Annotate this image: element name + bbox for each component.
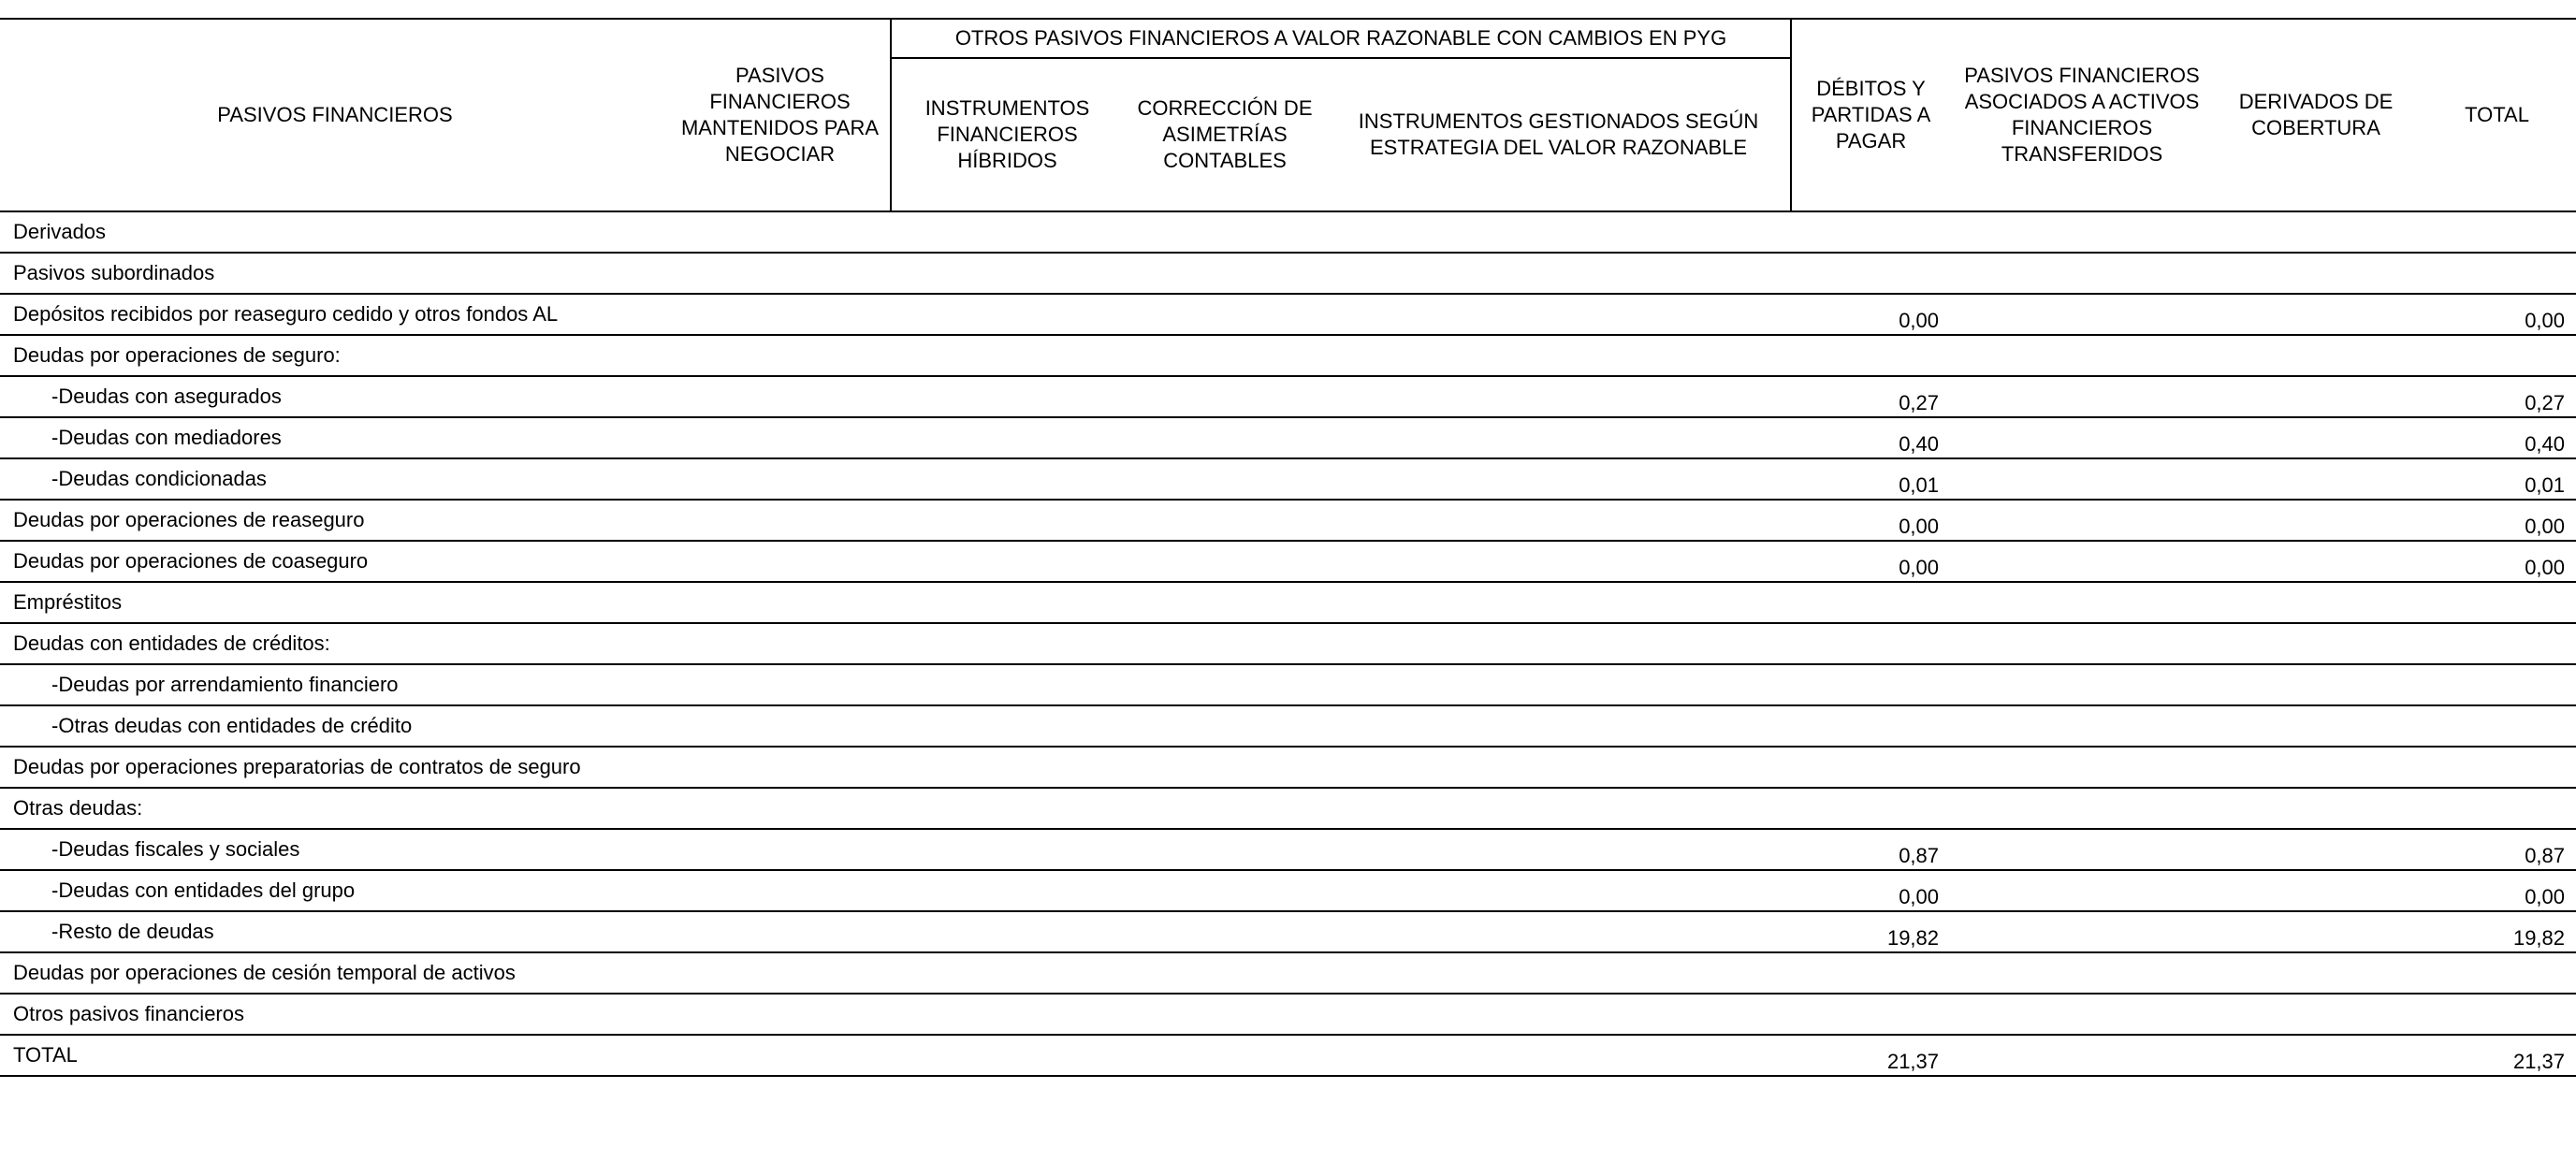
empty-cell [670,500,891,541]
empty-cell [2214,952,2418,994]
empty-cell [670,911,891,952]
table-body [0,211,2576,1076]
empty-cell [670,829,891,870]
empty-cell [1327,952,1791,994]
debitos-value [1791,788,1950,829]
empty-cell [1950,747,2214,788]
total-value: 0,00 [2418,541,2576,582]
empty-cell [670,335,891,376]
empty-cell [891,458,1123,500]
table-row [0,417,2576,458]
empty-cell [891,253,1123,294]
empty-cell [2214,458,2418,500]
table-row [0,253,2576,294]
row-label: Otros pasivos financieros [0,994,670,1035]
empty-cell [1327,994,1791,1035]
empty-cell [2214,747,2418,788]
table-row [0,376,2576,417]
debitos-value: 0,40 [1791,417,1950,458]
empty-cell [1123,1035,1327,1076]
empty-cell [891,952,1123,994]
total-value: 0,27 [2418,376,2576,417]
total-value [2418,705,2576,747]
empty-cell [1327,294,1791,335]
row-label: Deudas por operaciones de cesión temporal de activos [0,952,670,994]
empty-cell [1123,788,1327,829]
debitos-value: 0,00 [1791,870,1950,911]
table-row [0,211,2576,253]
empty-cell [1123,211,1327,253]
empty-cell [1123,911,1327,952]
debitos-value: 0,01 [1791,458,1950,500]
empty-cell [1950,458,2214,500]
empty-cell [1950,911,2214,952]
empty-cell [1327,829,1791,870]
empty-cell [891,582,1123,623]
empty-cell [1327,253,1791,294]
row-label: Deudas con entidades de créditos: [0,623,670,664]
debitos-value: 0,00 [1791,500,1950,541]
total-value [2418,211,2576,253]
empty-cell [1123,994,1327,1035]
row-label: -Deudas fiscales y sociales [0,829,670,870]
header-asociados-transferidos: PASIVOS FINANCIEROS ASOCIADOS A ACTIVOS FINANCIEROS TRANSFERIDOS [1950,19,2214,211]
empty-cell [2214,705,2418,747]
empty-cell [670,870,891,911]
empty-cell [2214,417,2418,458]
debitos-value [1791,335,1950,376]
empty-cell [1327,376,1791,417]
empty-cell [891,294,1123,335]
empty-cell [670,541,891,582]
empty-cell [1950,623,2214,664]
debitos-value [1791,211,1950,253]
empty-cell [2214,911,2418,952]
header-total: TOTAL [2418,19,2576,211]
total-value: 21,37 [2418,1035,2576,1076]
table-row [0,335,2576,376]
empty-cell [1950,294,2214,335]
table-row [0,664,2576,705]
empty-cell [1327,705,1791,747]
empty-cell [1327,582,1791,623]
row-label: Empréstitos [0,582,670,623]
empty-cell [2214,1035,2418,1076]
empty-cell [1327,788,1791,829]
empty-cell [1950,335,2214,376]
row-label: Deudas por operaciones de seguro: [0,335,670,376]
empty-cell [1123,747,1327,788]
empty-cell [670,582,891,623]
total-value [2418,582,2576,623]
empty-cell [2214,541,2418,582]
empty-cell [2214,294,2418,335]
empty-cell [1123,705,1327,747]
empty-cell [891,1035,1123,1076]
table-row [0,788,2576,829]
empty-cell [1327,335,1791,376]
empty-cell [1123,417,1327,458]
empty-cell [1123,829,1327,870]
empty-cell [891,994,1123,1035]
financial-liabilities-table [0,18,2576,1077]
header-mantenidos-negociar: PASIVOS FINANCIEROS MANTENIDOS PARA NEGOCIAR [670,19,891,211]
table-row [0,952,2576,994]
total-value [2418,253,2576,294]
empty-cell [1950,417,2214,458]
table-row [0,541,2576,582]
debitos-value: 0,00 [1791,294,1950,335]
debitos-value [1791,952,1950,994]
empty-cell [891,417,1123,458]
empty-cell [1950,994,2214,1035]
row-label: Pasivos subordinados [0,253,670,294]
debitos-value: 0,00 [1791,541,1950,582]
empty-cell [1950,870,2214,911]
debitos-value [1791,705,1950,747]
empty-cell [891,500,1123,541]
empty-cell [1123,623,1327,664]
row-label: Derivados [0,211,670,253]
header-debitos-partidas: DÉBITOS Y PARTIDAS A PAGAR [1791,19,1950,211]
empty-cell [670,747,891,788]
empty-cell [2214,994,2418,1035]
empty-cell [1123,541,1327,582]
row-label: -Deudas con mediadores [0,417,670,458]
empty-cell [670,417,891,458]
debitos-value: 21,37 [1791,1035,1950,1076]
empty-cell [1950,500,2214,541]
row-label: -Resto de deudas [0,911,670,952]
empty-cell [670,664,891,705]
total-value [2418,747,2576,788]
row-label: TOTAL [0,1035,670,1076]
row-label: Otras deudas: [0,788,670,829]
empty-cell [1123,335,1327,376]
row-label: -Deudas por arrendamiento financiero [0,664,670,705]
empty-cell [1950,664,2214,705]
debitos-value [1791,747,1950,788]
header-instrumentos-hibridos: INSTRUMENTOS FINANCIEROS HÍBRIDOS [891,58,1123,211]
empty-cell [1123,664,1327,705]
total-value [2418,335,2576,376]
empty-cell [891,788,1123,829]
header-derivados-cobertura: DERIVADOS DE COBERTURA [2214,19,2418,211]
empty-cell [1123,294,1327,335]
debitos-value [1791,623,1950,664]
empty-cell [670,705,891,747]
empty-cell [891,211,1123,253]
empty-cell [670,458,891,500]
row-label: Deudas por operaciones de reaseguro [0,500,670,541]
empty-cell [1123,500,1327,541]
empty-cell [670,376,891,417]
empty-cell [1327,458,1791,500]
empty-cell [2214,582,2418,623]
empty-cell [1950,1035,2214,1076]
empty-cell [2214,829,2418,870]
empty-cell [670,952,891,994]
total-value: 0,00 [2418,294,2576,335]
debitos-value: 0,87 [1791,829,1950,870]
total-value [2418,952,2576,994]
row-label: Depósitos recibidos por reaseguro cedido y otros fondos AL [0,294,670,335]
empty-cell [1327,911,1791,952]
total-value [2418,664,2576,705]
table-row [0,582,2576,623]
total-value: 0,40 [2418,417,2576,458]
empty-cell [1123,253,1327,294]
total-value: 0,00 [2418,870,2576,911]
header-pasivos-financieros: PASIVOS FINANCIEROS [0,19,670,211]
empty-cell [670,623,891,664]
row-label: Deudas por operaciones de coaseguro [0,541,670,582]
table-row [0,294,2576,335]
empty-cell [2214,335,2418,376]
empty-cell [891,623,1123,664]
empty-cell [670,994,891,1035]
total-value: 0,00 [2418,500,2576,541]
empty-cell [2214,623,2418,664]
empty-cell [891,705,1123,747]
empty-cell [2214,870,2418,911]
empty-cell [670,788,891,829]
total-value: 0,87 [2418,829,2576,870]
empty-cell [1327,541,1791,582]
empty-cell [1327,1035,1791,1076]
empty-cell [1327,870,1791,911]
empty-cell [891,870,1123,911]
empty-cell [891,829,1123,870]
empty-cell [2214,211,2418,253]
empty-cell [1123,582,1327,623]
empty-cell [891,664,1123,705]
empty-cell [2214,376,2418,417]
table-row [0,911,2576,952]
row-label: -Deudas con asegurados [0,376,670,417]
table-row [0,1035,2576,1076]
row-label: Deudas por operaciones preparatorias de contratos de seguro [0,747,670,788]
empty-cell [891,911,1123,952]
empty-cell [1950,788,2214,829]
empty-cell [891,747,1123,788]
total-value: 0,01 [2418,458,2576,500]
empty-cell [891,335,1123,376]
empty-cell [1123,376,1327,417]
empty-cell [891,541,1123,582]
empty-cell [1123,870,1327,911]
empty-cell [2214,500,2418,541]
table-row [0,458,2576,500]
table-row [0,829,2576,870]
empty-cell [1950,541,2214,582]
row-label: -Otras deudas con entidades de crédito [0,705,670,747]
empty-cell [670,1035,891,1076]
empty-cell [1327,664,1791,705]
table-row [0,500,2576,541]
empty-cell [670,294,891,335]
empty-cell [670,211,891,253]
table-row [0,705,2576,747]
header-gestionados-valor-razonable: INSTRUMENTOS GESTIONADOS SEGÚN ESTRATEGIA DEL VALOR RAZONABLE [1327,58,1791,211]
debitos-value: 19,82 [1791,911,1950,952]
debitos-value: 0,27 [1791,376,1950,417]
header-otros-pasivos-group: OTROS PASIVOS FINANCIEROS A VALOR RAZONABLE CON CAMBIOS EN PYG [891,19,1791,58]
row-label: -Deudas condicionadas [0,458,670,500]
total-value [2418,623,2576,664]
total-value: 19,82 [2418,911,2576,952]
empty-cell [670,253,891,294]
empty-cell [1950,952,2214,994]
empty-cell [1950,211,2214,253]
table-row [0,623,2576,664]
empty-cell [1327,623,1791,664]
empty-cell [2214,253,2418,294]
empty-cell [2214,788,2418,829]
total-value [2418,788,2576,829]
header-correccion-asimetrias: CORRECCIÓN DE ASIMETRÍAS CONTABLES [1123,58,1327,211]
empty-cell [891,376,1123,417]
debitos-value [1791,253,1950,294]
row-label: -Deudas con entidades del grupo [0,870,670,911]
empty-cell [1327,211,1791,253]
total-value [2418,994,2576,1035]
empty-cell [1123,458,1327,500]
empty-cell [1950,582,2214,623]
debitos-value [1791,994,1950,1035]
empty-cell [1327,417,1791,458]
empty-cell [1123,952,1327,994]
empty-cell [1327,500,1791,541]
table-row [0,870,2576,911]
empty-cell [1950,376,2214,417]
debitos-value [1791,582,1950,623]
empty-cell [1950,253,2214,294]
table-row [0,747,2576,788]
empty-cell [2214,664,2418,705]
empty-cell [1327,747,1791,788]
debitos-value [1791,664,1950,705]
empty-cell [1950,829,2214,870]
empty-cell [1950,705,2214,747]
table-row [0,994,2576,1035]
